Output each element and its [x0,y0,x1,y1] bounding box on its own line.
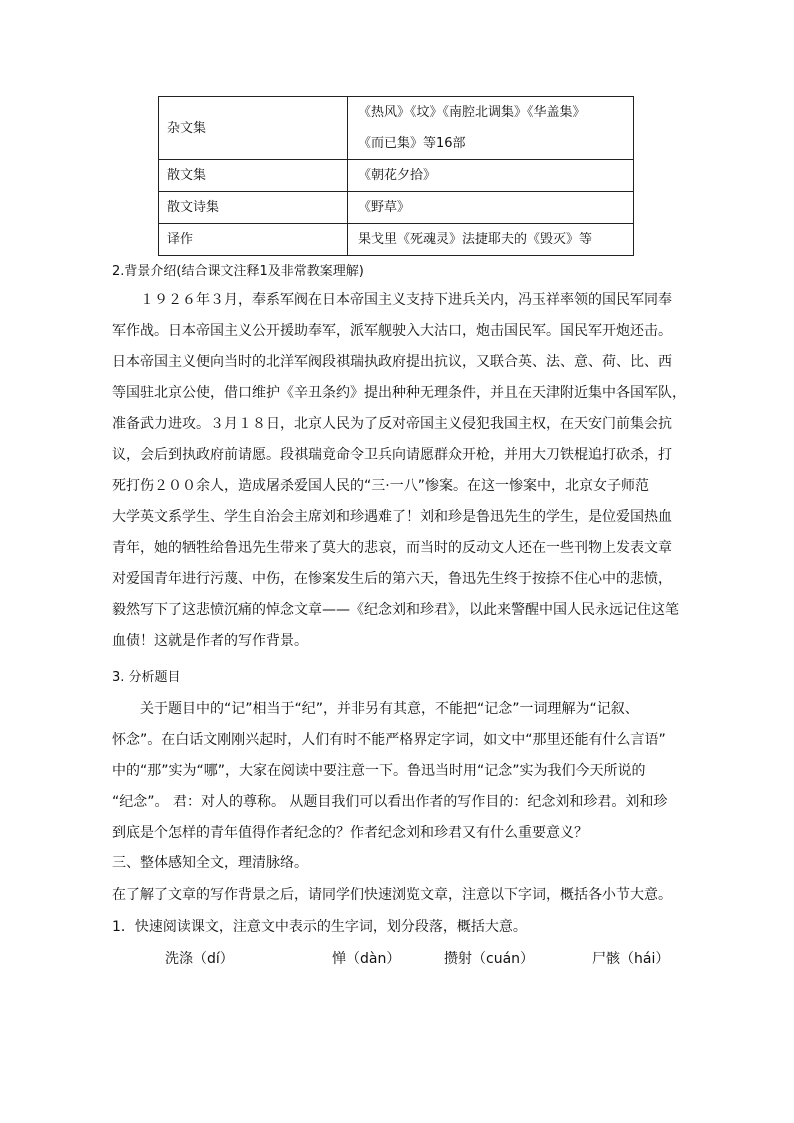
section-intro: 在了解了文章的写作背景之后，请同学们快速浏览文章，注意以下字词，概括各小节大意。 [112,887,672,903]
paragraph-line: 血债！这就是作者的写作背景。 [112,633,308,649]
paragraph-line: 大学英文系学生、学生自治会主席刘和珍遇难了！刘和珍是鲁迅先生的学生，是位爱国热血 [112,509,672,525]
table-row [159,192,634,224]
vocab-item: 攒射（cuán） [444,951,535,967]
table-row [159,224,634,256]
paragraph-line: 准备武力进攻。３月１８日，北京人民为了反对帝国主义侵犯我国主权，在天安门前集会抗 [112,416,672,432]
works-cell: 果戈里《死魂灵》法捷耶夫的《毁灭》等 [348,224,634,256]
works-line: 《而已集》等16部 [358,136,466,151]
table-row [159,160,634,192]
section-heading: 三、整体感知全文，理清脉络。 [112,855,308,871]
paragraph-line: 死打伤２００余人，造成屠杀爱国人民的“三·一八”惨案。在这一惨案中，北京女子师范 [112,478,649,494]
paragraph-line: 等国驻北京公使，借口维护《辛丑条约》提出种种无理条件，并且在天津附近集中各国军队， [112,385,686,401]
works-table [158,96,634,256]
works-cell: 《朝花夕拾》 [348,160,634,192]
paragraph-line: 议，会后到执政府前请愿。段祺瑞竟命令卫兵向请愿群众开枪，并用大刀铁棍追打砍杀，打 [112,447,672,463]
genre-cell: 散文诗集 [159,192,348,224]
paragraph-line: 中的“那”实为“哪”，大家在阅读中要注意一下。鲁迅当时用“记念”实为我们今天所说的 [112,763,646,779]
works-cell: 《野草》 [348,192,634,224]
works-cell [348,97,634,160]
analysis-paragraph [112,694,684,849]
paragraph-line: 怀念”。在白话文刚刚兴起时，人们有时不能严格界定字词，如文中“那里还能有什么言语” [112,732,666,748]
paragraph-line: 青年，她的牺牲给鲁迅先生带来了莫大的悲哀，而当时的反动文人还在一些刊物上发表文章 [112,540,672,556]
vocab-item: 洗涤（dí） [165,951,234,967]
section-task: 1．快速阅读课文，注意文中表示的生字词，划分段落，概括大意。 [112,919,527,935]
paragraph-line: 到底是个怎样的青年值得作者纪念的？作者纪念刘和珍君又有什么重要意义？ [112,825,588,841]
works-line: 《热风》《坟》《南腔北调集》《华盖集》 [358,105,586,120]
vocab-item: 尸骸（hái） [592,951,670,967]
background-heading: 2.背景介绍(结合课文注释1及非常教案理解) [112,264,364,279]
paragraph-line: “纪念”。 君：对人的尊称。 从题目我们可以看出作者的写作目的：纪念刘和珍君。刘和珍 [112,794,668,810]
background-paragraph [112,285,684,657]
genre-cell: 译作 [159,224,348,256]
paragraph-line: 日本帝国主义便向当时的北洋军阀段祺瑞执政府提出抗议，又联合英、法、意、荷、比、西 [112,354,672,370]
paragraph-line: 毅然写下了这悲愤沉痛的悼念文章——《纪念刘和珍君》，以此来警醒中国人民永远记住这笔 [112,602,679,618]
genre-cell: 散文集 [159,160,348,192]
paragraph-line: 关于题目中的“记”相当于“纪”，并非另有其意，不能把“记念”一词理解为“记叙、 [140,701,639,717]
vocab-item: 惮（dàn） [332,951,401,967]
analysis-heading: 3. 分析题目 [112,670,181,685]
table-row [159,97,634,160]
paragraph-line: 军作战。日本帝国主义公开援助奉军，派军舰驶入大沽口，炮击国民军。国民军开炮还击。 [112,323,672,339]
genre-cell: 杂文集 [159,97,348,160]
paragraph-line: １９２６年３月，奉系军阀在日本帝国主义支持下进兵关内，冯玉祥率领的国民军同奉 [140,292,672,308]
paragraph-line: 对爱国青年进行污蔑、中伤，在惨案发生后的第六天，鲁迅先生终于按捺不住心中的悲愤， [112,571,672,587]
